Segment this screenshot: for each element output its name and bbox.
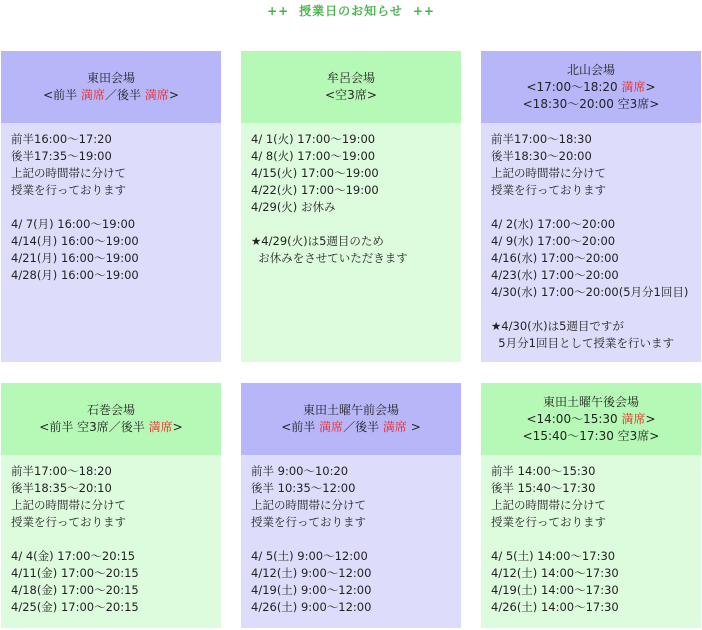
page-title-text: 授業日のお知らせ [299,4,403,18]
schedule-line: 4/18(金) 17:00〜20:15 [11,583,139,597]
schedule-line: 4/29(火) お休み [251,200,336,214]
schedule-line: 4/22(火) 17:00〜19:00 [251,183,379,197]
seat-status [523,428,660,445]
schedule-line: 上記の時間帯に分けて [11,166,126,180]
schedule-line: 前半17:00〜18:20 [11,464,112,478]
status-text: <前半 空3席／後半 [39,420,149,434]
seat-status [325,87,377,104]
schedule-line: 授業を行っております [491,515,606,529]
schedule-line: 前半 14:00〜15:30 [491,464,596,478]
venue-name-text: 東田会場 [86,71,135,85]
schedule-line: 4/14(月) 16:00〜19:00 [11,234,139,248]
schedule-line: 後半 15:40〜17:30 [491,481,596,495]
status-text: <前半 [43,88,81,102]
full-badge: 満席 [144,88,169,102]
venue-name [327,70,375,87]
schedule-line: 4/ 2(水) 17:00〜20:00 [491,217,616,231]
page-title [0,2,702,19]
schedule-line: 4/26(土) 9:00〜12:00 [251,600,372,614]
venue-name-text: 東田土曜午後会場 [542,394,639,409]
schedule-line: 4/12(土) 14:00〜17:30 [491,566,619,580]
venue-card-header [481,383,701,455]
schedule-line: 授業を行っております [11,183,126,197]
schedule-line [491,199,701,216]
status-text: ／後半 [104,88,145,102]
schedule-line: 上記の時間帯に分けて [11,498,126,512]
seat-status [526,411,655,428]
schedule-line: 前半16:00〜17:20 [11,132,112,146]
venue-name [87,70,135,87]
schedule-line: 前半17:00〜18:30 [491,132,592,146]
schedule-line: 4/25(金) 17:00〜20:15 [11,600,139,614]
status-text: > [645,79,656,94]
full-badge: 満席 [382,420,407,434]
schedule-line: 4/30(水) 17:00〜20:00(5月分1回目) [491,285,689,299]
schedule-line: 上記の時間帯に分けて [491,498,606,512]
schedule-line: 4/19(土) 14:00〜17:30 [491,583,619,597]
seat-status [523,96,660,113]
schedule-line: 4/19(土) 9:00〜12:00 [251,583,372,597]
venue-card-kitayama [481,51,701,362]
status-text: > [645,411,656,426]
venue-card-body [1,123,221,362]
title-decoration-right: ++ [412,4,435,18]
schedule-line: 4/ 5(土) 14:00〜17:30 [491,549,616,563]
venue-card-higashida-sat-am [241,383,461,628]
full-badge: 満席 [148,420,173,434]
full-badge: 満席 [80,88,105,102]
full-badge: 満席 [621,79,646,94]
venue-name [303,402,399,419]
schedule-line: 後半17:35〜19:00 [11,149,112,163]
title-decoration-left: ++ [267,4,290,18]
schedule-line: 4/ 4(金) 17:00〜20:15 [11,549,136,563]
schedule-line [491,301,701,318]
schedule-line: 4/ 7(月) 16:00〜19:00 [11,217,136,231]
schedule-line: 4/11(金) 17:00〜20:15 [11,566,139,580]
venue-name-text: 牟呂会場 [326,71,375,85]
schedule-line: 授業を行っております [251,515,366,529]
schedule-line [11,199,221,216]
schedule-line: 4/ 9(水) 17:00〜20:00 [491,234,616,248]
schedule-line: 上記の時間帯に分けて [251,498,366,512]
schedule-line [491,531,701,548]
schedule-line: 4/12(土) 9:00〜12:00 [251,566,372,580]
full-badge: 満席 [319,420,344,434]
venue-name [567,62,615,79]
venue-card-body [241,123,461,362]
seat-status [43,87,179,104]
venue-card-higashida [1,51,221,362]
schedule-line: 4/26(土) 14:00〜17:30 [491,600,619,614]
seat-status [526,79,655,96]
schedule-line: 4/ 8(火) 17:00〜19:00 [251,149,376,163]
schedule-line [251,531,461,548]
venue-name-text: 東田土曜午前会場 [302,403,399,417]
status-text: <前半 [281,420,320,434]
schedule-line: 授業を行っております [491,183,606,197]
venue-name-text: 北山会場 [566,62,615,77]
venue-card-header [481,51,701,123]
seat-status [39,419,182,436]
schedule-line [251,216,461,233]
note-line: ★4/29(火)は5週目のため [251,234,384,248]
full-badge: 満席 [621,411,646,426]
venue-card-body [241,455,461,628]
schedule-line: 4/28(月) 16:00〜19:00 [11,268,139,282]
status-text: <14:00〜15:30 [526,411,622,426]
venue-name [87,402,135,419]
venue-card-header [1,383,221,455]
note-line: お休みをさせていただきます [251,251,408,265]
venue-card-header [241,51,461,123]
seat-status [281,419,421,436]
schedule-line: 4/ 5(土) 9:00〜12:00 [251,549,368,563]
schedule-line: 後半18:30〜20:00 [491,149,592,163]
schedule-line: 授業を行っております [11,515,126,529]
status-text: <空3席> [325,88,377,102]
status-text: <15:40〜17:30 空3席> [522,428,660,443]
venue-name [543,394,639,411]
venue-card-higashida-sat-pm [481,383,701,628]
venue-card-body [1,455,221,628]
note-line: 5月分1回目として授業を行います [491,336,674,350]
status-text: ／後半 [343,420,383,434]
venue-card-header [241,383,461,455]
status-text: > [406,420,421,434]
schedule-line: 4/21(月) 16:00〜19:00 [11,251,139,265]
venue-card-body [481,455,701,628]
schedule-line: 4/16(水) 17:00〜20:00 [491,251,619,265]
schedule-line: 上記の時間帯に分けて [491,166,606,180]
schedule-line: 4/15(火) 17:00〜19:00 [251,166,379,180]
schedule-line [11,531,221,548]
status-text: <17:00〜18:20 [526,79,622,94]
schedule-line: 後半 10:35〜12:00 [251,481,356,495]
status-text: > [168,88,179,102]
schedule-line: 前半 9:00〜10:20 [251,464,349,478]
venue-name-text: 石巻会場 [86,403,135,417]
status-text: <18:30〜20:00 空3席> [522,96,660,111]
schedule-line: 後半18:35〜20:10 [11,481,112,495]
status-text: > [172,420,183,434]
venue-card-header [1,51,221,123]
schedule-line: 4/ 1(火) 17:00〜19:00 [251,132,376,146]
schedule-line: 4/23(水) 17:00〜20:00 [491,268,619,282]
venue-card-muro [241,51,461,362]
note-line: ★4/30(水)は5週目ですが [491,319,624,333]
venue-card-ishimaki [1,383,221,628]
venue-card-body [481,123,701,362]
